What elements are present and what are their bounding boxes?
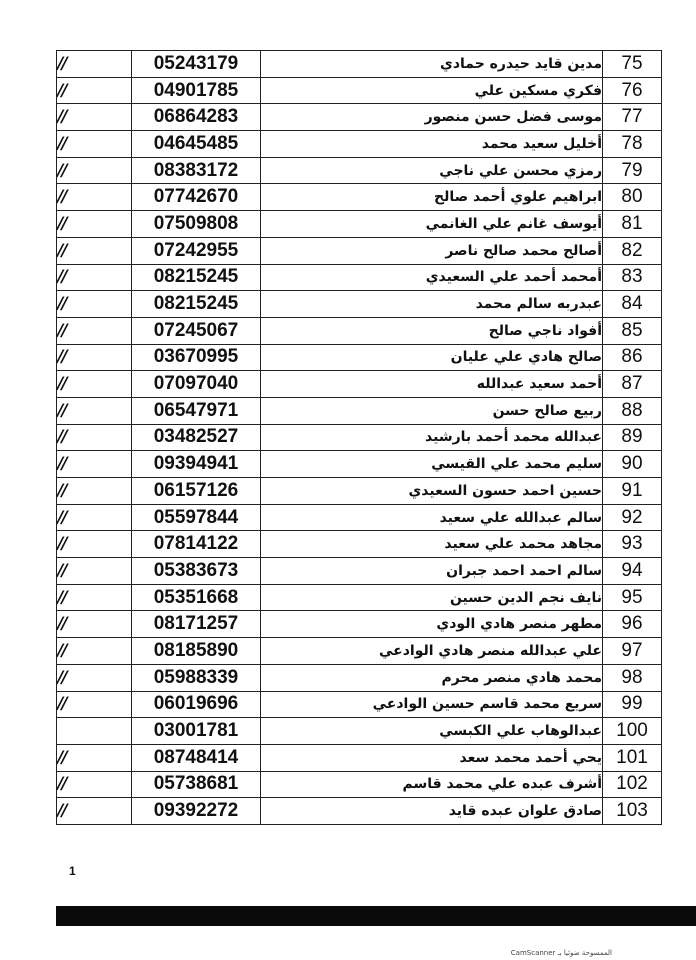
ditto-mark-cell: // (57, 638, 132, 665)
ditto-mark-cell (57, 718, 132, 745)
serial-number-cell: 83 (603, 264, 662, 291)
ditto-mark-cell: // (57, 664, 132, 691)
serial-number-cell: 79 (603, 157, 662, 184)
id-number-cell: 07242955 (132, 237, 261, 264)
table-row (57, 611, 662, 638)
name-cell: أفواد ناجي صالح (261, 317, 603, 344)
id-number-cell: 06157126 (132, 478, 261, 505)
table-row (57, 744, 662, 771)
ditto-mark-cell: // (57, 424, 132, 451)
ditto-mark-cell: // (57, 264, 132, 291)
ditto-mark-cell: // (57, 211, 132, 238)
ditto-mark-cell: // (57, 691, 132, 718)
table-row (57, 718, 662, 745)
ditto-mark-cell: // (57, 104, 132, 131)
ditto-mark-cell: // (57, 771, 132, 798)
ditto-mark-cell: // (57, 451, 132, 478)
serial-number-cell: 84 (603, 291, 662, 318)
table-row (57, 157, 662, 184)
id-number-cell: 05383673 (132, 558, 261, 585)
table-row (57, 691, 662, 718)
serial-number-cell: 75 (603, 51, 662, 78)
id-number-cell: 05597844 (132, 504, 261, 531)
serial-number-cell: 99 (603, 691, 662, 718)
id-number-cell: 05351668 (132, 584, 261, 611)
id-number-cell: 07742670 (132, 184, 261, 211)
table-row (57, 451, 662, 478)
id-number-cell: 08185890 (132, 638, 261, 665)
name-cell: علي عبدالله منصر هادي الوادعي (261, 638, 603, 665)
serial-number-cell: 97 (603, 638, 662, 665)
ditto-mark-cell: // (57, 558, 132, 585)
name-cell: ربيع صالح حسن (261, 397, 603, 424)
serial-number-cell: 95 (603, 584, 662, 611)
ditto-mark-cell: // (57, 77, 132, 104)
ditto-mark-cell: // (57, 131, 132, 158)
id-number-cell: 08748414 (132, 744, 261, 771)
ditto-mark-cell: // (57, 157, 132, 184)
id-number-cell: 07814122 (132, 531, 261, 558)
table-row (57, 424, 662, 451)
roster-table (56, 50, 662, 825)
table-row (57, 211, 662, 238)
id-number-cell: 05988339 (132, 664, 261, 691)
serial-number-cell: 101 (603, 744, 662, 771)
name-cell: رمزي محسن علي ناجي (261, 157, 603, 184)
serial-number-cell: 91 (603, 478, 662, 505)
ditto-mark-cell: // (57, 237, 132, 264)
serial-number-cell: 93 (603, 531, 662, 558)
serial-number-cell: 76 (603, 77, 662, 104)
table-row (57, 51, 662, 78)
table-row (57, 558, 662, 585)
serial-number-cell: 92 (603, 504, 662, 531)
name-cell: محمد هادي منصر محرم (261, 664, 603, 691)
name-cell: سليم محمد علي القيسي (261, 451, 603, 478)
ditto-mark-cell: // (57, 51, 132, 78)
name-cell: أحمد سعيد عبدالله (261, 371, 603, 398)
ditto-mark-cell: // (57, 371, 132, 398)
table-row (57, 478, 662, 505)
id-number-cell: 07509808 (132, 211, 261, 238)
scanner-watermark: CamScanner الممسوحة ضوئيا بـ (510, 949, 612, 957)
id-number-cell: 05243179 (132, 51, 261, 78)
name-cell: صادق علوان عبده قايد (261, 798, 603, 825)
name-cell: أشرف عبده علي محمد قاسم (261, 771, 603, 798)
table-row (57, 264, 662, 291)
id-number-cell: 09392272 (132, 798, 261, 825)
id-number-cell: 06864283 (132, 104, 261, 131)
name-cell: حسين احمد حسون السعيدي (261, 478, 603, 505)
serial-number-cell: 100 (603, 718, 662, 745)
name-cell: أيوسف غانم علي الغانمي (261, 211, 603, 238)
id-number-cell: 08171257 (132, 611, 261, 638)
ditto-mark-cell: // (57, 184, 132, 211)
name-cell: أصالح محمد صالح ناصر (261, 237, 603, 264)
serial-number-cell: 96 (603, 611, 662, 638)
table-row (57, 504, 662, 531)
table-row (57, 184, 662, 211)
serial-number-cell: 85 (603, 317, 662, 344)
table-row (57, 291, 662, 318)
page-number: 1 (69, 864, 76, 878)
name-cell: أخليل سعيد محمد (261, 131, 603, 158)
ditto-mark-cell: // (57, 798, 132, 825)
name-cell: عبدالله محمد أحمد بارشيد (261, 424, 603, 451)
serial-number-cell: 81 (603, 211, 662, 238)
id-number-cell: 04645485 (132, 131, 261, 158)
serial-number-cell: 77 (603, 104, 662, 131)
name-cell: سالم احمد احمد جبران (261, 558, 603, 585)
table-row (57, 131, 662, 158)
ditto-mark-cell: // (57, 744, 132, 771)
name-cell: نايف نجم الدين حسين (261, 584, 603, 611)
ditto-mark-cell: // (57, 344, 132, 371)
id-number-cell: 08383172 (132, 157, 261, 184)
table-row (57, 798, 662, 825)
id-number-cell: 07097040 (132, 371, 261, 398)
id-number-cell: 09394941 (132, 451, 261, 478)
scan-edge-bar (56, 906, 696, 926)
ditto-mark-cell: // (57, 291, 132, 318)
name-cell: سريع محمد قاسم حسين الوادعي (261, 691, 603, 718)
serial-number-cell: 87 (603, 371, 662, 398)
serial-number-cell: 98 (603, 664, 662, 691)
name-cell: فكري مسكين علي (261, 77, 603, 104)
table-row (57, 344, 662, 371)
id-number-cell: 06019696 (132, 691, 261, 718)
table-row (57, 584, 662, 611)
name-cell: يحي أحمد محمد سعد (261, 744, 603, 771)
table-row (57, 664, 662, 691)
id-number-cell: 04901785 (132, 77, 261, 104)
id-number-cell: 08215245 (132, 264, 261, 291)
ditto-mark-cell: // (57, 397, 132, 424)
serial-number-cell: 82 (603, 237, 662, 264)
table-row (57, 638, 662, 665)
name-cell: مدين قايد حيدره حمادي (261, 51, 603, 78)
table-row (57, 237, 662, 264)
table-row (57, 771, 662, 798)
ditto-mark-cell: // (57, 531, 132, 558)
ditto-mark-cell: // (57, 478, 132, 505)
id-number-cell: 03001781 (132, 718, 261, 745)
ditto-mark-cell: // (57, 504, 132, 531)
id-number-cell: 08215245 (132, 291, 261, 318)
ditto-mark-cell: // (57, 317, 132, 344)
serial-number-cell: 103 (603, 798, 662, 825)
name-cell: صالح هادي علي عليان (261, 344, 603, 371)
id-number-cell: 07245067 (132, 317, 261, 344)
name-cell: عبدالوهاب علي الكبسي (261, 718, 603, 745)
serial-number-cell: 90 (603, 451, 662, 478)
ditto-mark-cell: // (57, 611, 132, 638)
name-cell: موسى فضل حسن منصور (261, 104, 603, 131)
name-cell: مجاهد محمد علي سعيد (261, 531, 603, 558)
name-cell: أمحمد أحمد علي السعيدي (261, 264, 603, 291)
table-row (57, 104, 662, 131)
id-number-cell: 03670995 (132, 344, 261, 371)
id-number-cell: 06547971 (132, 397, 261, 424)
name-cell: ابراهيم علوي أحمد صالح (261, 184, 603, 211)
serial-number-cell: 86 (603, 344, 662, 371)
table-row (57, 397, 662, 424)
serial-number-cell: 94 (603, 558, 662, 585)
name-cell: مطهر منصر هادي الودي (261, 611, 603, 638)
ditto-mark-cell: // (57, 584, 132, 611)
table-row (57, 77, 662, 104)
name-cell: سالم عبدالله علي سعيد (261, 504, 603, 531)
name-cell: عبدربه سالم محمد (261, 291, 603, 318)
id-number-cell: 05738681 (132, 771, 261, 798)
serial-number-cell: 80 (603, 184, 662, 211)
table-row (57, 317, 662, 344)
serial-number-cell: 89 (603, 424, 662, 451)
id-number-cell: 03482527 (132, 424, 261, 451)
serial-number-cell: 88 (603, 397, 662, 424)
table-row (57, 371, 662, 398)
serial-number-cell: 78 (603, 131, 662, 158)
roster-body (57, 51, 662, 825)
serial-number-cell: 102 (603, 771, 662, 798)
table-row (57, 531, 662, 558)
